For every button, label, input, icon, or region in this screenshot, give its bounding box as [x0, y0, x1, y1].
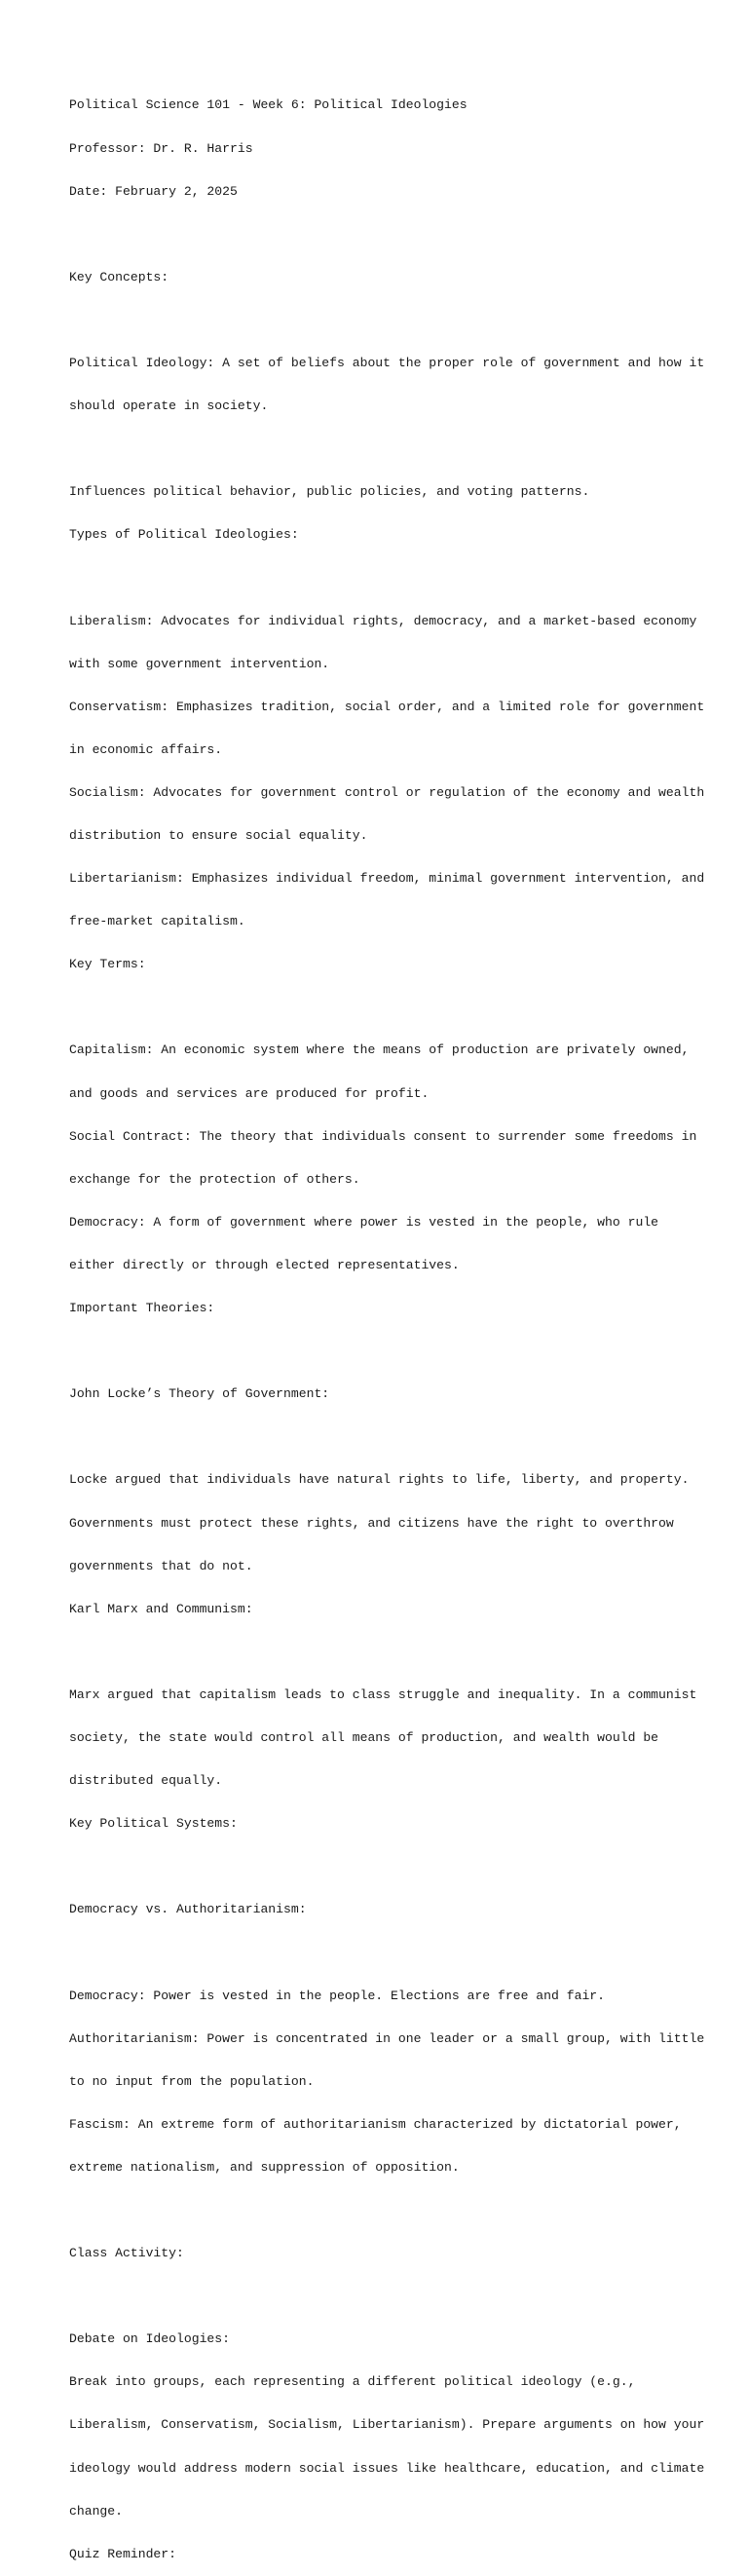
- text-line: society, the state would control all means of production, and wealth would be: [69, 1729, 659, 1745]
- professor-line: Professor: Dr. R. Harris: [69, 140, 253, 156]
- section-heading-key-terms: Key Terms:: [69, 957, 146, 972]
- document-page: [69, 70, 705, 2576]
- blank-line: [69, 2204, 692, 2218]
- text-line: ideology would address modern social issues like healthcare, education, and climate: [69, 2460, 705, 2476]
- text-line: Break into groups, each representing a different political ideology (e.g.,: [69, 2374, 636, 2390]
- text-line: in economic affairs.: [69, 741, 223, 757]
- section-heading-quiz-reminder: Quiz Reminder:: [69, 2546, 177, 2561]
- subheading-debate: Debate on Ideologies:: [69, 2331, 231, 2347]
- blank-line: [69, 442, 692, 457]
- text-line: Liberalism, Conservatism, Socialism, Libertarianism). Prepare arguments on how your: [69, 2417, 705, 2433]
- blank-line: [69, 1430, 692, 1445]
- text-line: Democracy: Power is vested in the people. Elections are free and fair.: [69, 1988, 606, 2003]
- section-heading-key-concepts: Key Concepts:: [69, 269, 169, 284]
- text-line: governments that do not.: [69, 1558, 253, 1573]
- text-line: Liberalism: Advocates for individual rights, democracy, and a market-based economy: [69, 613, 697, 628]
- blank-line: [69, 314, 692, 328]
- section-heading-systems: Key Political Systems:: [69, 1816, 238, 1832]
- text-line: Socialism: Advocates for government control or regulation of the economy and wealth: [69, 784, 705, 800]
- text-line: Locke argued that individuals have natural rights to life, liberty, and property.: [69, 1472, 690, 1488]
- subheading-locke: John Locke’s Theory of Government:: [69, 1386, 330, 1402]
- blank-line: [69, 1345, 692, 1359]
- text-line: with some government intervention.: [69, 656, 330, 671]
- blank-line: [69, 228, 692, 243]
- text-line: Governments must protect these rights, and citizens have the right to overthrow: [69, 1515, 674, 1531]
- text-line: Conservatism: Emphasizes tradition, social order, and a limited role for government: [69, 699, 705, 714]
- blank-line: [69, 1860, 692, 1875]
- text-line: Capitalism: An economic system where the means of production are privately owned,: [69, 1042, 690, 1058]
- text-line: Authoritarianism: Power is concentrated in one leader or a small group, with little: [69, 2030, 705, 2046]
- text-line: change.: [69, 2503, 124, 2519]
- text-line: free-market capitalism.: [69, 914, 245, 929]
- text-line: should operate in society.: [69, 398, 269, 414]
- blank-line: [69, 2290, 692, 2304]
- text-line: Influences political behavior, public policies, and voting patterns.: [69, 484, 590, 500]
- text-line: Democracy: A form of government where power is vested in the people, who rule: [69, 1214, 659, 1230]
- subheading-marx: Karl Marx and Communism:: [69, 1601, 253, 1616]
- text-line: Marx argued that capitalism leads to class struggle and inequality. In a communist: [69, 1686, 697, 1702]
- blank-line: [69, 1001, 692, 1015]
- text-line: either directly or through elected representatives.: [69, 1257, 460, 1272]
- blank-line: [69, 571, 692, 586]
- section-heading-theories: Important Theories:: [69, 1301, 215, 1316]
- text-line: and goods and services are produced for profit.: [69, 1085, 430, 1101]
- section-heading-class-activity: Class Activity:: [69, 2246, 184, 2261]
- date-line: Date: February 2, 2025: [69, 183, 238, 199]
- text-line: Fascism: An extreme form of authoritarianism characterized by dictatorial power,: [69, 2116, 682, 2132]
- text-line: Social Contract: The theory that individuals consent to surrender some freedoms in: [69, 1128, 697, 1144]
- subheading-democracy-vs-authoritarianism: Democracy vs. Authoritarianism:: [69, 1902, 307, 1917]
- course-title: Political Science 101 - Week 6: Political Ideologies: [69, 97, 468, 113]
- text-line: distributed equally.: [69, 1773, 223, 1789]
- text-line: distribution to ensure social equality.: [69, 828, 368, 843]
- text-line: extreme nationalism, and suppression of opposition.: [69, 2159, 460, 2175]
- blank-line: [69, 1646, 692, 1660]
- blank-line: [69, 1946, 692, 1960]
- section-heading-types: Types of Political Ideologies:: [69, 527, 299, 543]
- text-line: to no input from the population.: [69, 2073, 315, 2089]
- text-line: exchange for the protection of others.: [69, 1171, 360, 1187]
- text-line: Libertarianism: Emphasizes individual freedom, minimal government intervention, and: [69, 871, 705, 887]
- text-line: Political Ideology: A set of beliefs about the proper role of government and how it: [69, 355, 705, 370]
